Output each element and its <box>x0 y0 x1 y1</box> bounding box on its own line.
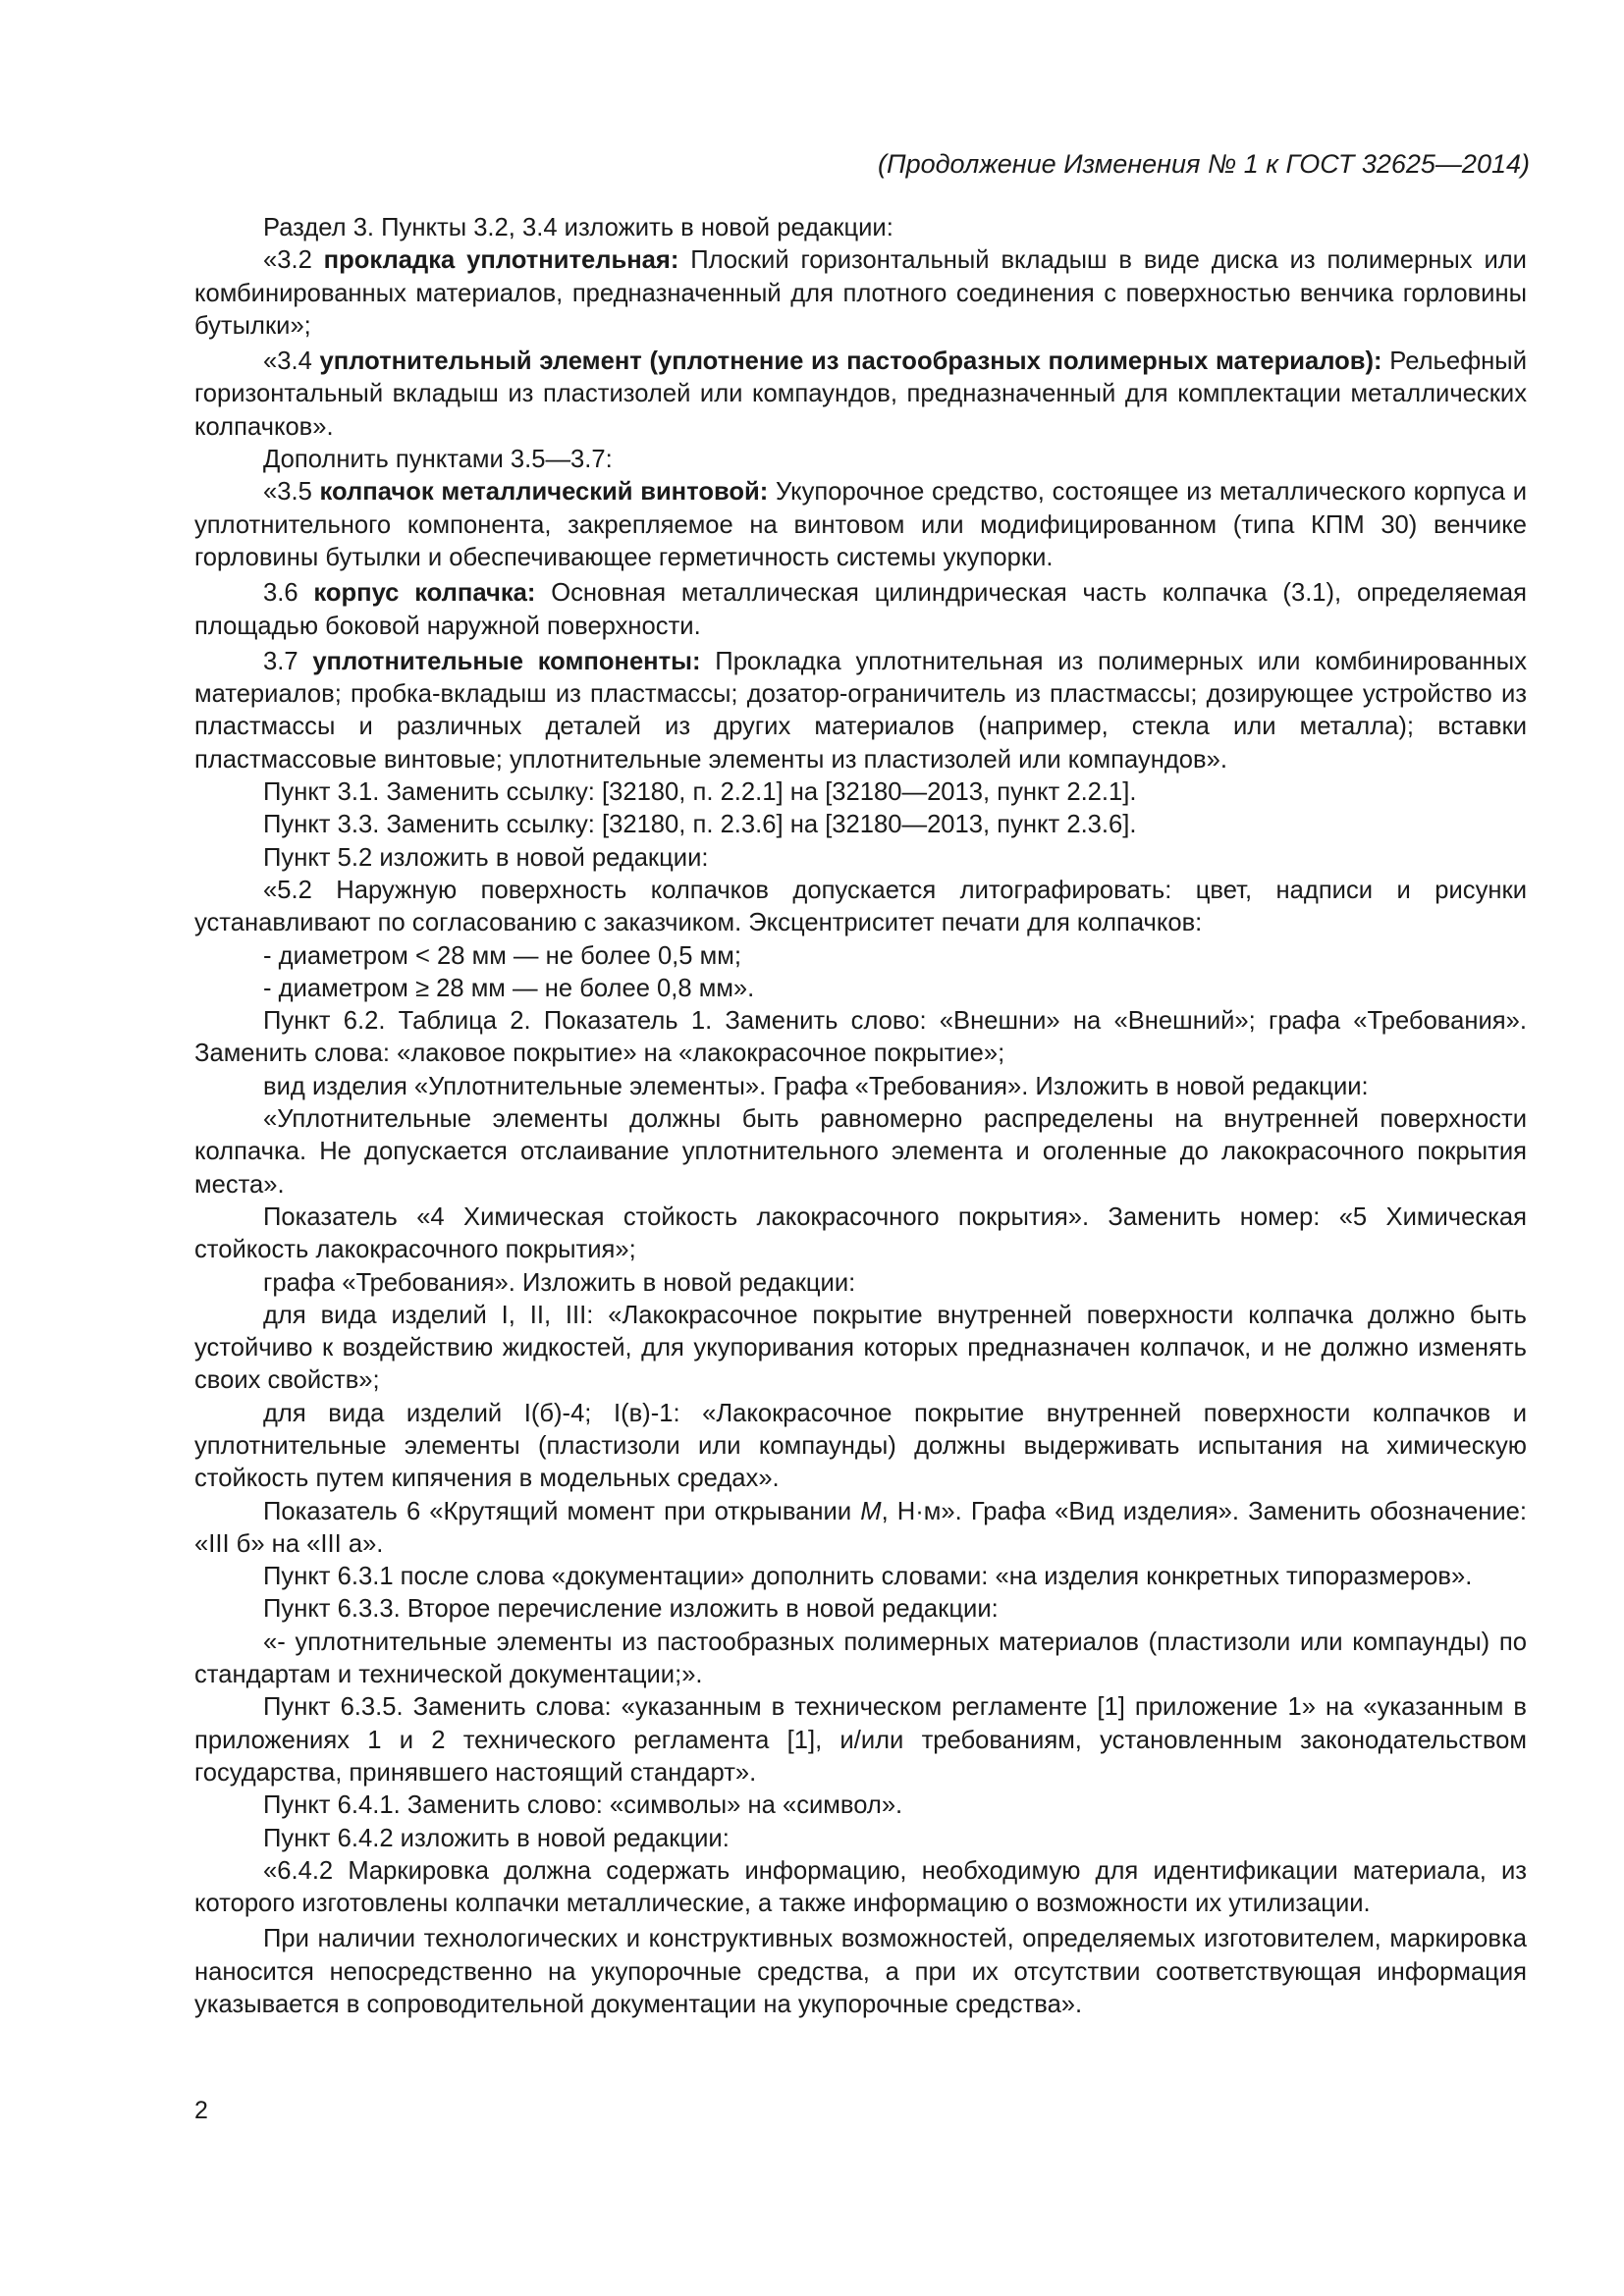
definition-text: Плоский горизонтальный вкладыш в виде диска из полимерных или комбинированных материалов, предназначенный для плотного соединения с поверхностью венчика горловины бутылки»; <box>194 246 1527 340</box>
clause-number: «3.4 <box>263 347 320 376</box>
defined-term: корпус колпачка: <box>313 579 536 608</box>
paragraph: «- уплотнительные элементы из пастообразных полимерных материалов (пластизоли или компаунды) по стандартам и технической документации;». <box>194 1628 1527 1689</box>
paragraph: графа «Требования». Изложить в новой редакции: <box>263 1268 856 1297</box>
paragraph: Пункт 6.3.5. Заменить слова: «указанным в техническом регламенте [1] приложение 1» на «указанным в приложениях 1 и 2 технического регламента [1], и/или требованиям, установленным законодательством государства, принявшего настоящий стандарт». <box>194 1693 1527 1787</box>
defined-term: колпачок металлический винтовой: <box>319 478 769 507</box>
paragraph: «Уплотнительные элементы должны быть равномерно распределены на внутренней поверхности колпачка. Не допускается отслаивание уплотнительного элемента и оголенные до лакокрасочного покрытия места». <box>194 1105 1527 1199</box>
paragraph: Показатель «4 Химическая стойкость лакокрасочного покрытия». Заменить номер: «5 Химическая стойкость лакокрасочного покрытия»; <box>194 1202 1527 1264</box>
defined-term: прокладка уплотнительная: <box>323 246 679 275</box>
clause-number: «3.2 <box>263 246 324 275</box>
paragraph: Раздел 3. Пункты 3.2, 3.4 изложить в новой редакции: <box>263 214 893 241</box>
definition-3-5 <box>194 476 1527 574</box>
defined-term: уплотнительные компоненты: <box>312 647 701 675</box>
definition-text: Укупорочное средство, состоящее из металлического корпуса и уплотнительного компонента, закрепляемое на винтовом или модифицированном (типа КПМ 30) венчике горловины бутылки и обеспечивающее герметичность системы укупорки. <box>194 478 1527 571</box>
paragraph: Пункт 6.4.1. Заменить слово: «символы» на «символ». <box>263 1791 903 1820</box>
definition-3-2 <box>194 244 1527 343</box>
paragraph-lead: Показатель 6 «Крутящий момент при открывании <box>263 1497 861 1525</box>
running-header: (Продолжение Изменения № 1 к ГОСТ 32625—2014) <box>878 149 1530 179</box>
paragraph: Пункт 6.3.3. Второе перечисление изложить в новой редакции: <box>263 1595 999 1624</box>
paragraph: «6.4.2 Маркировка должна содержать информацию, необходимую для идентификации материала, из которого изготовлены колпачки металлические, а также информацию о возможности их утилизации. <box>194 1856 1527 1918</box>
clause-number: 3.7 <box>263 647 313 675</box>
definition-text: Прокладка уплотнительная из полимерных или комбинированных материалов; пробка-вкладыш из пластмассы; дозатор-ограничитель из пластмассы; дозирующее устройство из пластмассы и различных деталей из других материалов (например, стекла или металла); вставки пластмассовые винтовые; уплотнительные элементы из пластизолей или компаундов». <box>194 647 1527 774</box>
paragraph-text: , Н·м». Графа «Вид изделия». Заменить обозначение: «III б» на «III а». <box>194 1497 1527 1558</box>
paragraph: Пункт 5.2 изложить в новой редакции: <box>263 843 709 872</box>
clause-number: 3.6 <box>263 579 314 608</box>
list-item: - диаметром ≥ 28 мм — не более 0,8 мм». <box>263 974 755 1002</box>
paragraph: Пункт 6.4.2 изложить в новой редакции: <box>263 1824 730 1852</box>
definition-text: Рельефный горизонтальный вкладыш из пластизолей или компаундов, предназначенный для комплектации металлических колпачков». <box>194 347 1527 441</box>
paragraph: Пункт 6.3.1 после слова «документации» дополнить словами: «на изделия конкретных типоразмеров». <box>263 1563 1473 1591</box>
paragraph: Дополнить пунктами 3.5—3.7: <box>263 446 613 474</box>
definition-3-6 <box>194 577 1527 643</box>
page-number: 2 <box>194 2097 208 2124</box>
paragraph: для вида изделий I(б)-4; I(в)-1: «Лакокрасочное покрытие внутренней поверхности колпачков и уплотнительные элементы (пластизоли или компаунды) должны выдерживать испытания на химическую стойкость путем кипячения в модельных средах». <box>194 1399 1527 1493</box>
paragraph: вид изделия «Уплотнительные элементы». Графа «Требования». Изложить в новой редакции: <box>263 1072 1369 1100</box>
paragraph: Пункт 3.3. Заменить ссылку: [32180, п. 2.3.6] на [32180—2013, пункт 2.3.6]. <box>263 811 1137 839</box>
symbol-m: М <box>860 1497 882 1525</box>
paragraph: для вида изделий I, II, III: «Лакокрасочное покрытие внутренней поверхности колпачка должно быть устойчиво к воздействию жидкостей, для укупоривания которых предназначен колпачок, и не должно изменять своих свойств»; <box>194 1301 1527 1395</box>
definition-text: Основная металлическая цилиндрическая часть колпачка (3.1), определяемая площадью боковой наружной поверхности. <box>194 579 1527 640</box>
clause-number: «3.5 <box>263 478 320 507</box>
paragraph: Пункт 6.2. Таблица 2. Показатель 1. Заменить слово: «Внешни» на «Внешний»; графа «Требования». Заменить слова: «лаковое покрытие» на «лакокрасочное покрытие»; <box>194 1007 1527 1068</box>
paragraph: Пункт 3.1. Заменить ссылку: [32180, п. 2.2.1] на [32180—2013, пункт 2.2.1]. <box>263 778 1137 807</box>
definition-3-7 <box>194 646 1527 776</box>
paragraph: При наличии технологических и конструктивных возможностей, определяемых изготовителем, маркировка наносится непосредственно на укупорочные средства, а при их отсутствии соответствующая информация указывается в сопроводительной документации на укупорочные средства». <box>194 1925 1527 2019</box>
document-body <box>194 212 1527 2021</box>
definition-3-4 <box>194 346 1527 444</box>
paragraph-torque <box>194 1496 1527 1562</box>
defined-term: уплотнительный элемент (уплотнение из пастообразных полимерных материалов): <box>319 347 1382 376</box>
list-item: - диаметром < 28 мм — не более 0,5 мм; <box>263 941 741 970</box>
paragraph: «5.2 Наружную поверхность колпачков допускается литографировать: цвет, надписи и рисунки устанавливают по согласованию с заказчиком. Эксцентриситет печати для колпачков: <box>194 876 1527 937</box>
